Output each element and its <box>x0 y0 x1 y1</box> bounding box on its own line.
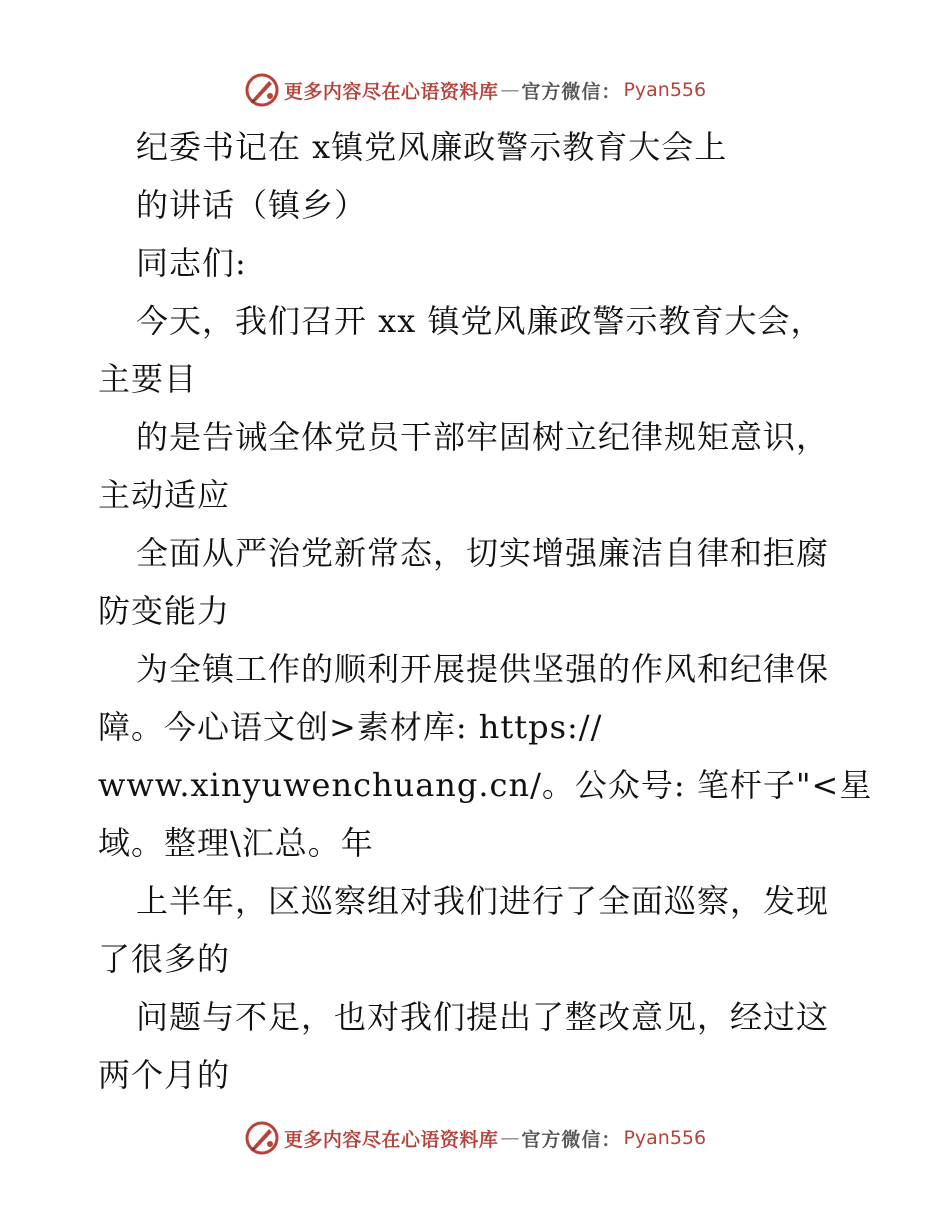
paragraph-line: 两个月的 <box>98 1056 231 1094</box>
salutation: 同志们: <box>136 244 247 282</box>
paragraph-line: 上半年，区巡察组对我们进行了全面巡察，发现 <box>136 882 830 920</box>
paragraph-line: 障。今心语文创>素材库: https:// <box>98 708 603 746</box>
quill-pen-logo-icon <box>244 1120 280 1156</box>
paragraph-line: www.xinyuwenchuang.cn/。公众号: 笔杆子"<星 <box>98 766 873 804</box>
banner-official-text: 官方微信： <box>521 1128 622 1151</box>
paragraph-line: 主动适应 <box>98 476 231 514</box>
paragraph-line: 域。整理\汇总。年 <box>98 824 374 862</box>
banner-separator: — <box>500 79 520 101</box>
paragraph-line: 问题与不足，也对我们提出了整改意见，经过这 <box>136 998 830 1036</box>
header-banner <box>0 70 950 110</box>
banner-official-text: 官方微信： <box>521 80 622 103</box>
paragraph-line: 为全镇工作的顺利开展提供坚强的作风和纪律保 <box>136 650 830 688</box>
banner-site-text: 更多内容尽在心语资料库 <box>283 1128 499 1151</box>
paragraph-line: 了很多的 <box>98 940 231 978</box>
paragraph-line: 主要目 <box>98 360 198 398</box>
document-title-line-2: 的讲话（镇乡） <box>136 186 368 224</box>
paragraph-line: 全面从严治党新常态，切实增强廉洁自律和拒腐 <box>136 534 830 572</box>
banner-wechat-id: Pyan556 <box>623 1127 707 1149</box>
quill-pen-logo-icon <box>244 72 280 108</box>
footer-banner <box>0 1118 950 1158</box>
document-title-line-1: 纪委书记在 x镇党风廉政警示教育大会上 <box>136 128 728 166</box>
paragraph-line: 的是告诫全体党员干部牢固树立纪律规矩意识， <box>136 418 830 456</box>
banner-wechat-id: Pyan556 <box>623 79 707 101</box>
banner-site-text: 更多内容尽在心语资料库 <box>283 80 499 103</box>
banner-separator: — <box>500 1127 520 1149</box>
paragraph-line: 防变能力 <box>98 592 231 630</box>
paragraph-line: 今天，我们召开 xx 镇党风廉政警示教育大会， <box>136 302 824 340</box>
document-body <box>98 118 873 1104</box>
